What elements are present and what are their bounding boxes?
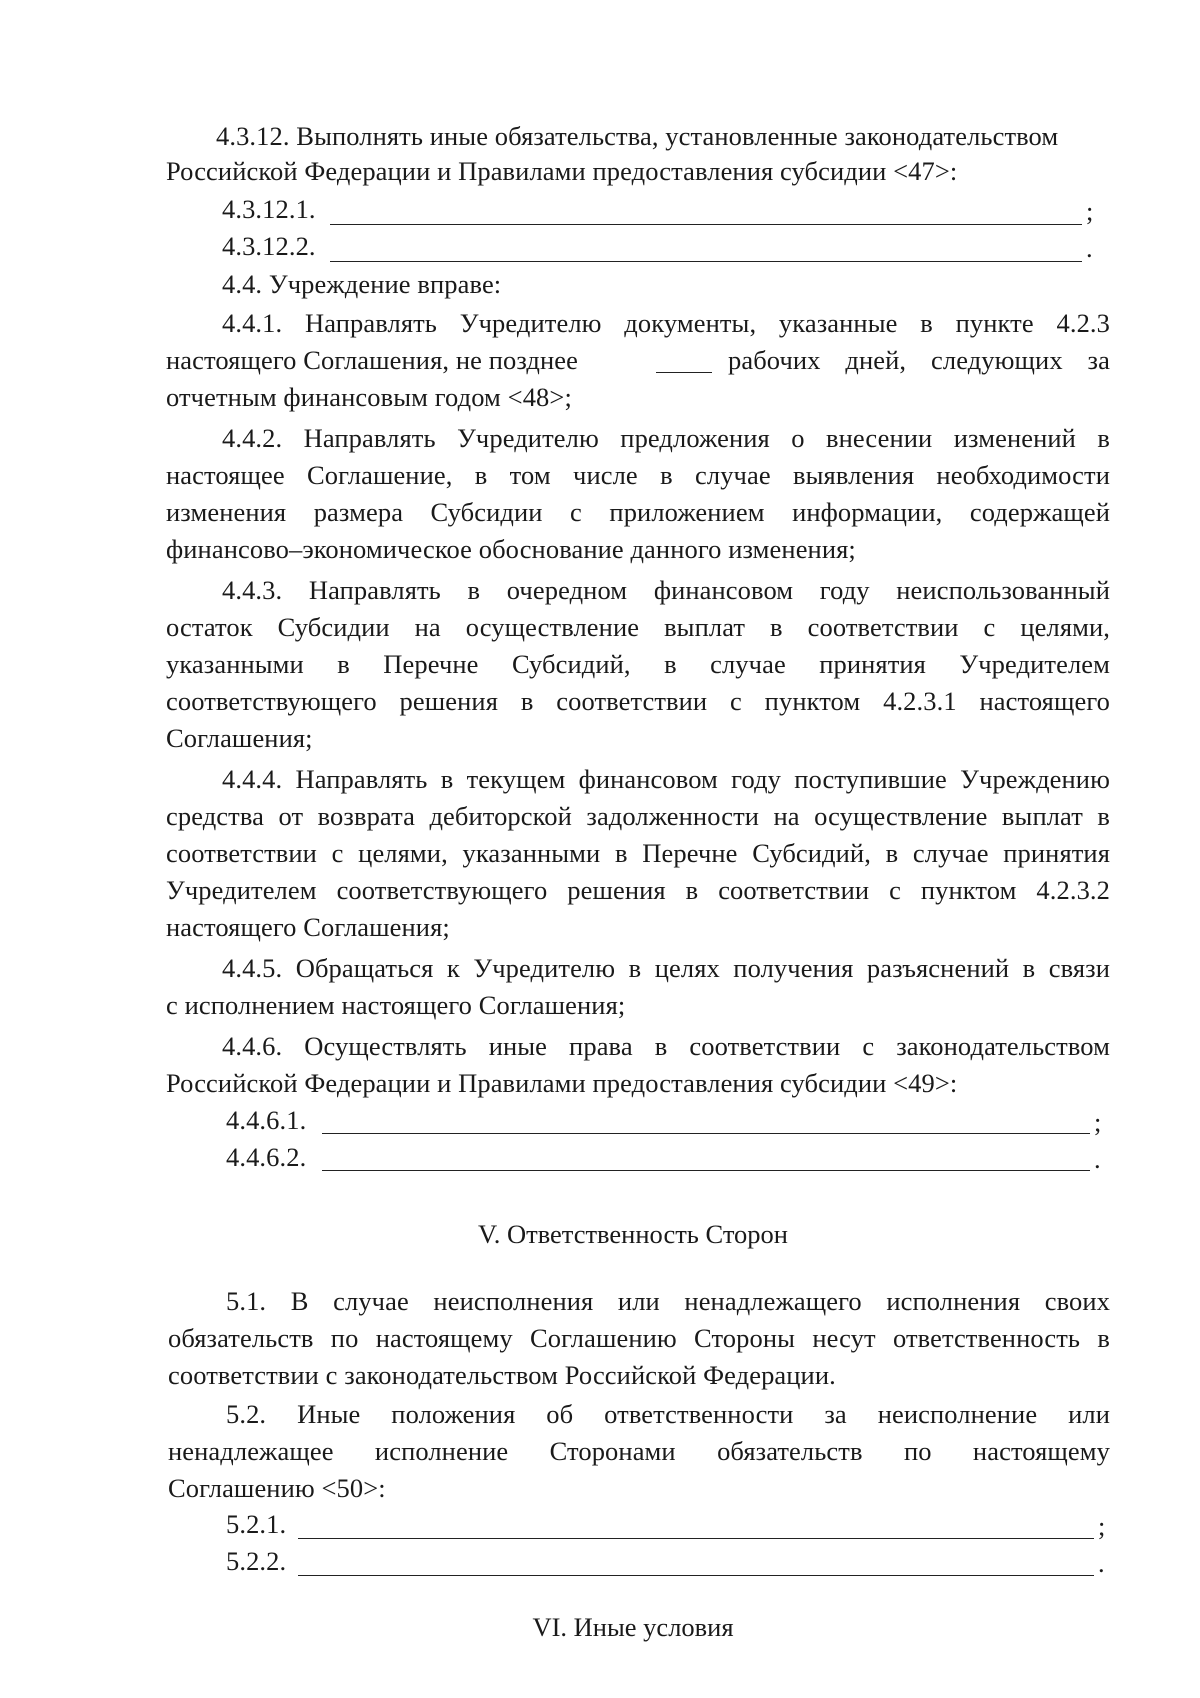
item-5-2-2-number: 5.2.2. [226, 1546, 287, 1576]
item-4-4-6-2-end: . [1094, 1144, 1101, 1174]
blank-line-4-4-6-2 [322, 1170, 1090, 1171]
blank-line-4-4-6-1 [322, 1133, 1090, 1134]
paragraph-5-2-line-2: ненадлежащее исполнение Сторонами обязательств по настоящему [168, 1436, 1110, 1466]
paragraph-4-4-3-line-1: 4.4.3. Направлять в очередном финансовом году неиспользованный [222, 575, 1110, 605]
item-4-4-6-2-number: 4.4.6.2. [226, 1142, 307, 1172]
blank-line-5-2-2 [298, 1575, 1094, 1576]
paragraph-4-4-3-line-2: остаток Субсидии на осуществление выплат в соответствии с целями, [166, 612, 1110, 642]
paragraph-4-3-12-line-1: 4.3.12. Выполнять иные обязательства, установленные законодательством [216, 121, 1059, 151]
item-4-3-12-1-end: ; [1086, 196, 1094, 226]
blank-line-4-3-12-1 [330, 224, 1082, 225]
paragraph-5-2-line-1: 5.2. Иные положения об ответственности за неисполнение или [226, 1399, 1110, 1429]
paragraph-4-4-4-line-3: соответствии с целями, указанными в Перечне Субсидий, в случае принятия [166, 838, 1110, 868]
paragraph-5-1-line-3: соответствии с законодательством Российской Федерации. [168, 1360, 836, 1390]
paragraph-5-1-line-1: 5.1. В случае неисполнения или ненадлежащего исполнения своих [226, 1286, 1110, 1316]
paragraph-4-4-4-line-5: настоящего Соглашения; [166, 912, 450, 942]
paragraph-4-3-12-line-2: Российской Федерации и Правилами предоставления субсидии <47>: [166, 156, 958, 186]
item-5-2-1-end: ; [1098, 1511, 1106, 1541]
paragraph-5-2-line-3: Соглашению <50>: [168, 1473, 386, 1503]
item-4-3-12-2-number: 4.3.12.2. [222, 231, 316, 261]
paragraph-4-4-2-line-2: настоящее Соглашение, в том числе в случае выявления необходимости [166, 460, 1110, 490]
paragraph-4-4-3-line-5: Соглашения; [166, 723, 313, 753]
paragraph-4-4-3-line-3: указанными в Перечне Субсидий, в случае принятия Учредителем [166, 649, 1110, 679]
item-4-4-6-1-number: 4.4.6.1. [226, 1105, 307, 1135]
paragraph-4-4-5-line-2: с исполнением настоящего Соглашения; [166, 990, 626, 1020]
item-4-3-12-1-number: 4.3.12.1. [222, 194, 316, 224]
blank-line-5-2-1 [298, 1538, 1094, 1539]
paragraph-4-4-1-line-2a: настоящего Соглашения, не позднее [166, 345, 579, 375]
section-5-title: V. Ответственность Сторон [478, 1219, 788, 1249]
paragraph-4-4-1-line-3: отчетным финансовым годом <48>; [166, 382, 572, 412]
paragraph-4-4-2-line-4: финансово–экономическое обоснование данного изменения; [166, 534, 856, 564]
paragraph-4-4: 4.4. Учреждение вправе: [222, 269, 502, 299]
paragraph-5-1-line-2: обязательств по настоящему Соглашению Стороны несут ответственность в [168, 1323, 1110, 1353]
paragraph-4-4-4-line-1: 4.4.4. Направлять в текущем финансовом году поступившие Учреждению [222, 764, 1110, 794]
paragraph-4-4-1-line-2b: рабочих дней, следующих за [728, 345, 1110, 375]
item-5-2-2-end: . [1098, 1548, 1105, 1578]
paragraph-4-4-1-line-1: 4.4.1. Направлять Учредителю документы, указанные в пункте 4.2.3 [222, 308, 1110, 338]
paragraph-4-4-4-line-4: Учредителем соответствующего решения в соответствии с пунктом 4.2.3.2 [166, 875, 1110, 905]
section-6-title: VI. Иные условия [532, 1612, 734, 1642]
blank-line-4-3-12-2 [330, 261, 1082, 262]
paragraph-4-4-2-line-3: изменения размера Субсидии с приложением информации, содержащей [166, 497, 1110, 527]
blank-working-days [656, 372, 712, 373]
item-4-4-6-1-end: ; [1094, 1107, 1102, 1137]
paragraph-4-4-5-line-1: 4.4.5. Обращаться к Учредителю в целях получения разъяснений в связи [222, 953, 1110, 983]
paragraph-4-4-6-line-2: Российской Федерации и Правилами предоставления субсидии <49>: [166, 1068, 958, 1098]
item-4-3-12-2-end: . [1086, 233, 1093, 263]
paragraph-4-4-2-line-1: 4.4.2. Направлять Учредителю предложения о внесении изменений в [222, 423, 1110, 453]
item-5-2-1-number: 5.2.1. [226, 1509, 287, 1539]
paragraph-4-4-6-line-1: 4.4.6. Осуществлять иные права в соответствии с законодательством [222, 1031, 1110, 1061]
paragraph-4-4-4-line-2: средства от возврата дебиторской задолженности на осуществление выплат в [166, 801, 1110, 831]
paragraph-4-4-3-line-4: соответствующего решения в соответствии с пунктом 4.2.3.1 настоящего [166, 686, 1110, 716]
